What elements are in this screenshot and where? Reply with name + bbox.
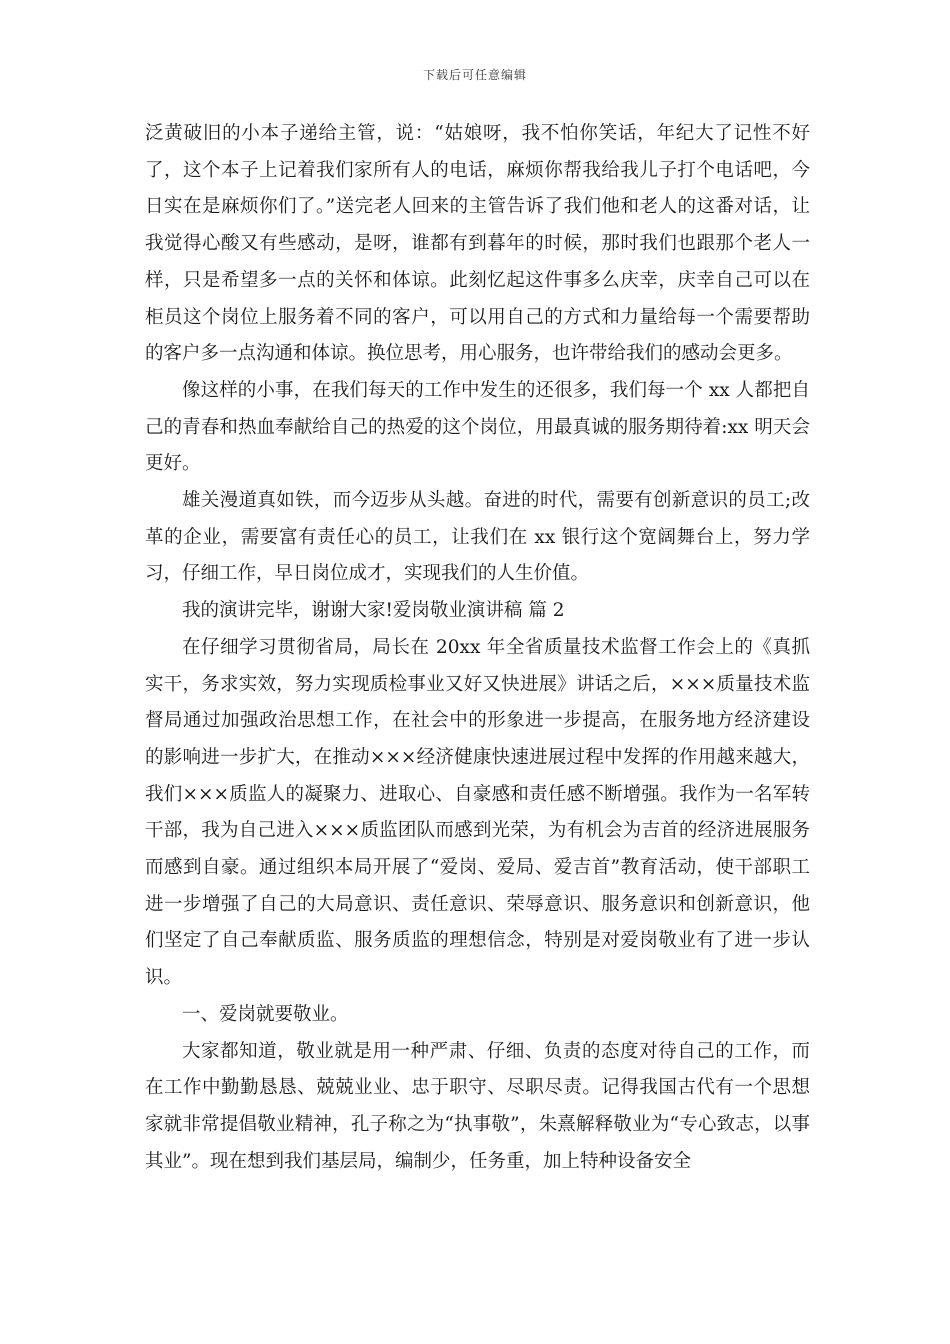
paragraph-small-things: 像这样的小事，在我们每天的工作中发生的还很多，我们每一个 xx 人都把自己的青春和热血奉献给自己的热爱的这个岗位，用最真诚的服务期待着:xx 明天会更好。 bbox=[145, 379, 810, 475]
paragraph-dedication: 大家都知道，敬业就是用一种严肃、仔细、负责的态度对待自己的工作，而在工作中勤勤恳恳、兢兢业业、忠于职守、尽职尽责。记得我国古代有一个思想家就非常提倡敬业精神，孔子称之为“执事敬”，朱熹解释敬业为“专心致志，以事其业”。现在想到我们基层局，编制少，任务重，加上特种设备安全 bbox=[145, 1040, 810, 1172]
paragraph-speech-end: 我的演讲完毕，谢谢大家!爱岗敬业演讲稿 篇 2 bbox=[182, 600, 565, 622]
document-body bbox=[145, 116, 810, 1180]
paragraph-continued: 泛黄破旧的小本子递给主管，说：“姑娘呀，我不怕你笑话，年纪大了记性不好了，这个本子上记着我们家所有人的电话，麻烦你帮我给我儿子打个电话吧，今日实在是麻烦你们了。”送完老人回来的主管告诉了我们他和老人的这番对话，让我觉得心酸又有些感动，是呀，谁都有到暮年的时候，那时我们也跟那个老人一样，只是希望多一点的关怀和体谅。此刻忆起这件事多么庆幸，庆幸自己可以在柜员这个岗位上服务着不同的客户，可以用自己的方式和力量给每一个需要帮助的客户多一点沟通和体谅。换位思考，用心服务，也许带给我们的感动会更多。 bbox=[145, 123, 810, 365]
paragraph-study: 在仔细学习贯彻省局，局长在 20xx 年全省质量技术监督工作会上的《真抓实干，务求实效，努力实现质检事业又好又快进展》讲话之后，×××质量技术监督局通过加强政治思想工作，在社会中的形象进一步提高，在服务地方经济建设的影响进一步扩大，在推动×××经济健康快速进展过程中发挥的作用越来越大，我们×××质监人的凝聚力、进取心、自豪感和责任感不断增强。我作为一名军转干部，我为自己进入×××质监团队而感到光荣，为有机会为吉首的经济进展服务而感到自豪。通过组织本局开展了“爱岗、爱局、爱吉首”教育活动，使干部职工进一步增强了自己的大局意识、责任意识、荣辱意识、服务意识和创新意识，他们坚定了自己奉献质监、服务质监的理想信念，特别是对爱岗敬业有了进一步认识。 bbox=[145, 636, 810, 989]
section-heading-1: 一、爱岗就要敬业。 bbox=[182, 1003, 349, 1025]
page-header-note: 下载后可任意编辑 bbox=[422, 68, 527, 82]
paragraph-closing: 雄关漫道真如铁，而今迈步从头越。奋进的时代，需要有创新意识的员工;改革的企业，需要富有责任心的员工，让我们在 xx 银行这个宽阔舞台上，努力学习，仔细工作，早日岗位成才，实现我们的人生价值。 bbox=[145, 490, 810, 585]
